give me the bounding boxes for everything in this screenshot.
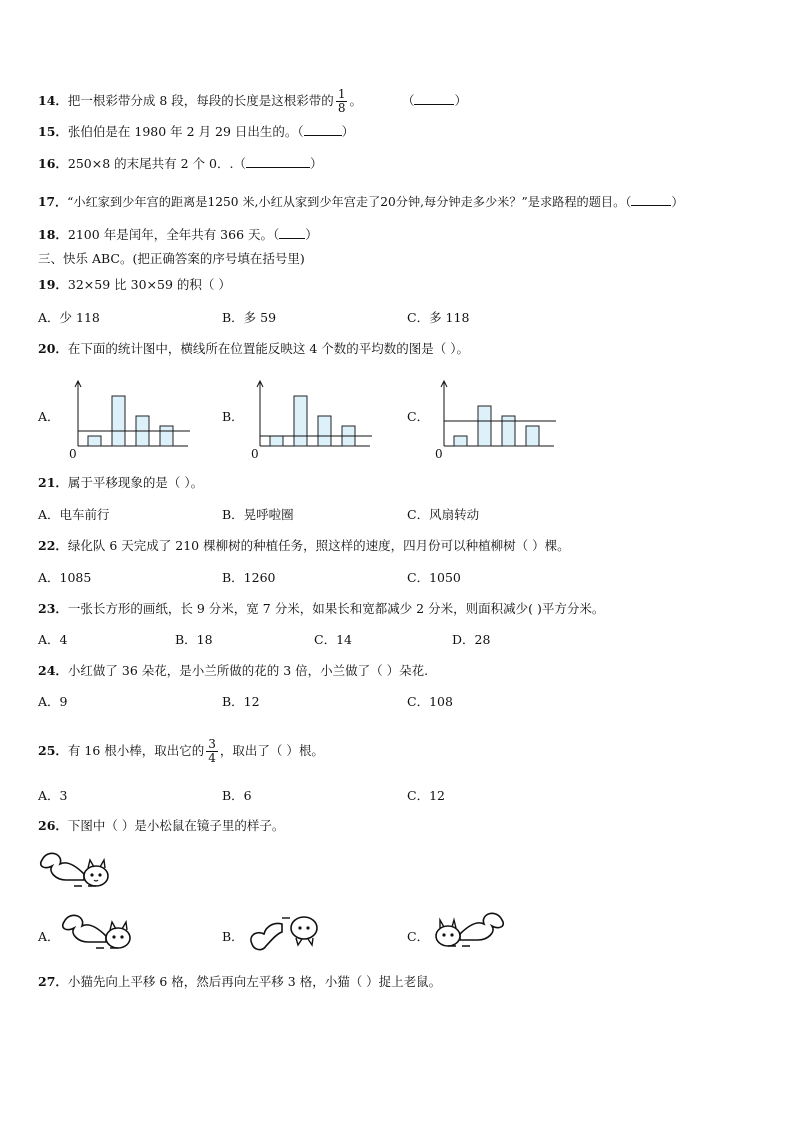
- squirrel-option-b-icon[interactable]: [246, 912, 322, 954]
- fraction-numerator: 3: [208, 737, 216, 751]
- answer-paren-right: ）: [305, 227, 318, 242]
- option-c[interactable]: C．多 118: [407, 310, 470, 325]
- question-text: “小红家到少年宫的距离是1250 米,小红从家到少年宫走了20分钟,每分钟走多少米？”是求路程的题目。（: [67, 195, 632, 209]
- option-a[interactable]: A．4: [38, 632, 68, 647]
- answer-paren-left: （: [401, 93, 415, 108]
- bar: [88, 436, 101, 446]
- answer-paren-right: ）: [341, 124, 355, 139]
- option-a-label[interactable]: A．: [38, 929, 60, 944]
- question-number: 20．: [38, 341, 68, 356]
- question-number: 15．: [38, 124, 68, 139]
- question-text: 在下面的统计图中，横线所在位置能反映这 4 个数的平均数的图是（ ）。: [67, 341, 470, 356]
- question-text: 小红做了 36 朵花，是小兰所做的花的 3 倍，小兰做了（ ）朵花.: [67, 663, 429, 678]
- bar: [160, 426, 173, 446]
- option-a[interactable]: A．少 118: [38, 310, 100, 325]
- question-text: 张伯伯是在 1980 年 2 月 29 日出生的。（: [67, 124, 304, 139]
- question-15: [38, 124, 354, 140]
- question-text: 下图中（ ）是小松鼠在镜子里的样子。: [67, 818, 285, 833]
- answer-paren-right: ）: [454, 93, 467, 108]
- question-26: [38, 818, 284, 834]
- option-b[interactable]: B．6: [222, 788, 252, 803]
- question-27: [38, 974, 441, 990]
- question-text: 小猫先向上平移 6 格，然后再向左平移 3 格，小猫（ ）捉上老鼠。: [67, 974, 442, 989]
- origin-label: 0: [69, 447, 77, 460]
- bar: [112, 396, 125, 446]
- answer-paren-right: ）: [309, 156, 323, 171]
- squirrel-option-c-icon[interactable]: [430, 910, 506, 952]
- question-text: 属于平移现象的是（ ）。: [67, 475, 204, 490]
- bar: [270, 436, 283, 446]
- fraction: [206, 738, 218, 765]
- question-text: 把一根彩带分成 8 段，每段的长度是这根彩带的: [67, 93, 334, 108]
- question-text: 32×59 比 30×59 的积（ ）: [67, 277, 231, 292]
- option-a-label[interactable]: A．: [38, 409, 60, 424]
- question-23: [38, 601, 604, 617]
- answer-blank[interactable]: [414, 93, 454, 105]
- fraction-denominator: 8: [337, 101, 346, 115]
- option-a[interactable]: A．1085: [38, 570, 92, 585]
- answer-blank[interactable]: [631, 194, 671, 206]
- question-25: [38, 738, 324, 765]
- question-24: [38, 663, 428, 679]
- bar: [294, 396, 307, 446]
- option-c[interactable]: C．14: [314, 632, 352, 647]
- question-number: 17．: [38, 195, 68, 209]
- bar-chart-b[interactable]: [246, 378, 376, 460]
- option-b[interactable]: B．18: [175, 632, 213, 647]
- question-number: 21．: [38, 475, 68, 490]
- option-c[interactable]: C．108: [407, 694, 453, 709]
- question-18: [38, 227, 318, 243]
- option-d[interactable]: D．28: [452, 632, 491, 647]
- bar-chart-a[interactable]: [64, 378, 194, 460]
- question-16: [38, 156, 322, 172]
- section-heading: 三、快乐 ABC。(把正确答案的序号填在括号里): [38, 251, 305, 266]
- question-17: [38, 194, 684, 210]
- question-22: [38, 538, 570, 554]
- fraction: [336, 88, 348, 115]
- bar: [526, 426, 539, 446]
- question-text-end: 。: [349, 93, 362, 108]
- squirrel-option-a-icon[interactable]: [60, 912, 134, 952]
- option-b[interactable]: B．晃呼啦圈: [222, 507, 294, 522]
- answer-paren-right: ）: [671, 195, 684, 209]
- question-text: 250×8 的末尾共有 2 个 0．.（: [67, 156, 246, 171]
- option-a[interactable]: A．9: [38, 694, 68, 709]
- squirrel-reference-icon: [38, 850, 112, 890]
- bar: [454, 436, 467, 446]
- origin-label: 0: [435, 447, 443, 460]
- option-c-label[interactable]: C．: [407, 409, 430, 424]
- option-c-label[interactable]: C．: [407, 929, 430, 944]
- answer-blank[interactable]: [279, 227, 305, 239]
- option-b[interactable]: B．多 59: [222, 310, 277, 325]
- question-number: 26．: [38, 818, 68, 833]
- option-b[interactable]: B．1260: [222, 570, 276, 585]
- option-a[interactable]: A．3: [38, 788, 68, 803]
- question-19: [38, 277, 231, 293]
- question-14: [38, 88, 467, 115]
- question-number: 23．: [38, 601, 68, 616]
- question-number: 14．: [38, 93, 68, 108]
- option-b[interactable]: B．12: [222, 694, 260, 709]
- bar-chart-c[interactable]: [430, 378, 560, 460]
- question-number: 27．: [38, 974, 68, 989]
- option-c[interactable]: C．12: [407, 788, 445, 803]
- question-number: 16．: [38, 156, 68, 171]
- question-21: [38, 475, 203, 491]
- option-b-label[interactable]: B．: [222, 929, 244, 944]
- answer-blank[interactable]: [246, 156, 310, 168]
- question-number: 24．: [38, 663, 68, 678]
- question-number: 19．: [38, 277, 68, 292]
- origin-label: 0: [251, 447, 259, 460]
- question-text: 2100 年是闰年，全年共有 366 天。（: [67, 227, 280, 242]
- fraction-numerator: 1: [337, 87, 346, 101]
- fraction-denominator: 4: [208, 751, 216, 765]
- question-20: [38, 341, 469, 357]
- question-number: 25．: [38, 743, 68, 758]
- answer-blank[interactable]: [304, 124, 342, 136]
- bar: [318, 416, 331, 446]
- option-c[interactable]: C．1050: [407, 570, 461, 585]
- question-text: 一张长方形的画纸，长 9 分米，宽 7 分米，如果长和宽都减少 2 分米，则面积减少( )平方分米。: [67, 601, 605, 616]
- question-text: 绿化队 6 天完成了 210 棵柳树的种植任务，照这样的速度，四月份可以种植柳树（ ）棵。: [67, 538, 570, 553]
- question-text-end: ，取出了（ ）根。: [219, 743, 324, 758]
- option-b-label[interactable]: B．: [222, 409, 244, 424]
- question-text: 有 16 根小棒，取出它的: [67, 743, 205, 758]
- option-c[interactable]: C．风扇转动: [407, 507, 480, 522]
- bar: [478, 406, 491, 446]
- question-number: 18．: [38, 227, 68, 242]
- option-a[interactable]: A．电车前行: [38, 507, 110, 522]
- question-number: 22．: [38, 538, 68, 553]
